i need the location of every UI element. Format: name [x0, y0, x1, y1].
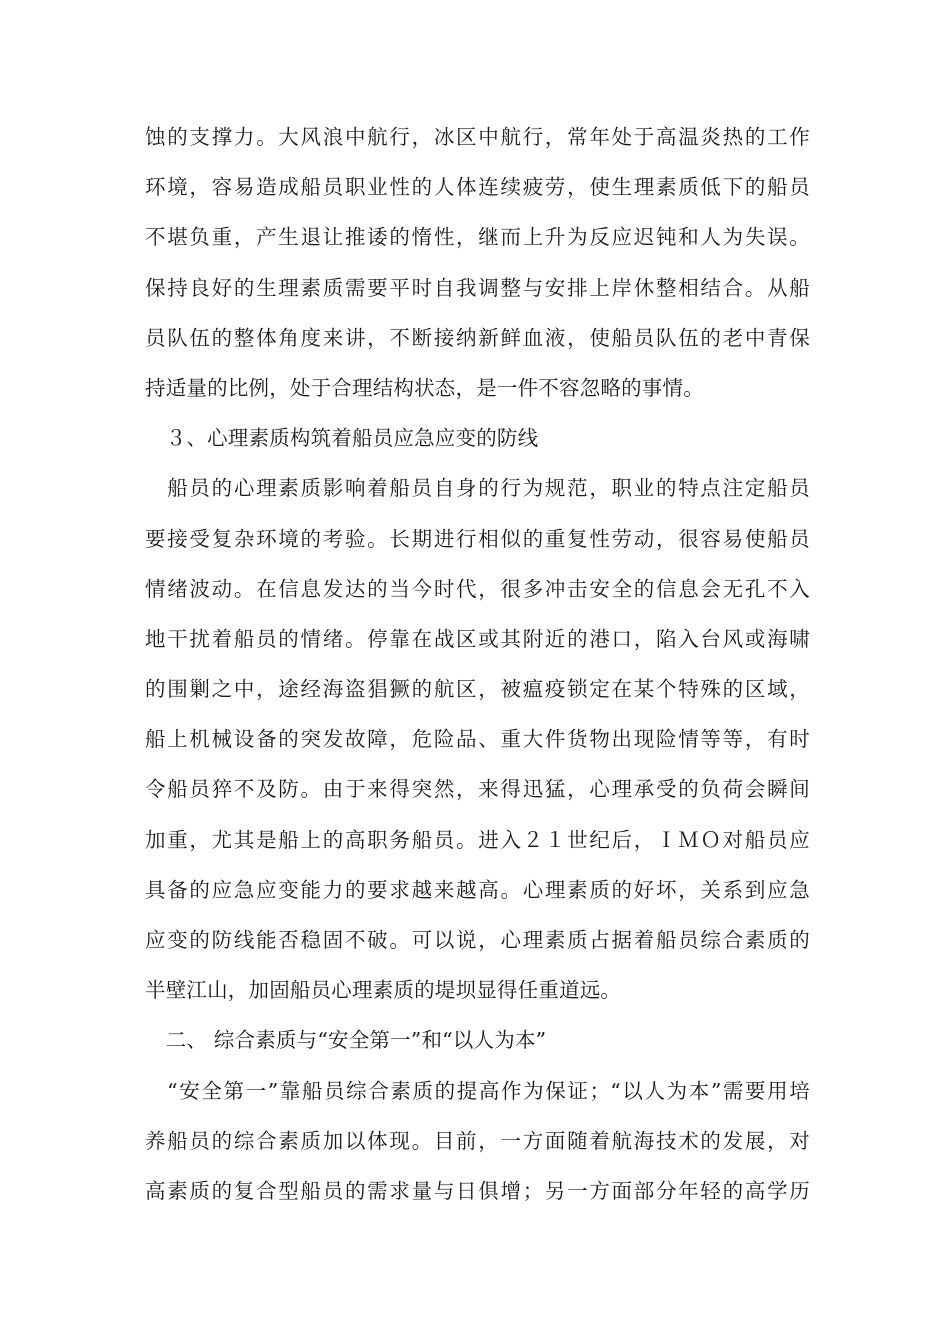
- text-line-4: 保持良好的生理素质需要平时自我调整与安排上岸休整相结合。从船: [145, 275, 810, 300]
- text-line-16: 具备的应急应变能力的要求越来越高。心理素质的好坏，关系到应急: [145, 877, 810, 902]
- section-heading-2: 二、 综合素质与“安全第一”和“以人为本”: [145, 1028, 547, 1053]
- text-line-8: 船员的心理素质影响着船员自身的行为规范，职业的特点注定船员: [145, 476, 810, 501]
- text-line-18: 半壁江山，加固船员心理素质的堤坝显得任重道远。: [145, 978, 622, 1003]
- text-line-11: 地干扰着船员的情绪。停靠在战区或其附近的港口，陷入台风或海啸: [145, 626, 810, 651]
- text-line-22: 高素质的复合型船员的需求量与日俱增；另一方面部分年轻的高学历: [145, 1178, 810, 1203]
- body-text: [145, 112, 810, 1216]
- text-line-10: 情绪波动。在信息发达的当今时代，很多冲击安全的信息会无孔不入: [145, 576, 810, 601]
- text-line-5: 员队伍的整体角度来讲，不断接纳新鲜血液，使船员队伍的老中青保: [145, 325, 810, 350]
- text-line-13: 船上机械设备的突发故障，危险品、重大件货物出现险情等等，有时: [145, 727, 810, 752]
- text-line-6: 持适量的比例，处于合理结构状态，是一件不容忽略的事情。: [145, 375, 704, 400]
- text-line-3: 不堪负重，产生退让推诿的惰性，继而上升为反应迟钝和人为失误。: [145, 225, 810, 250]
- text-line-1: 蚀的支撑力。大风浪中航行，冰区中航行，常年处于高温炎热的工作: [145, 125, 810, 149]
- text-line-21: 养船员的综合素质加以体现。目前，一方面随着航海技术的发展，对: [145, 1128, 810, 1153]
- text-line-12: 的围剿之中，途经海盗猖獗的航区，被瘟疫锁定在某个特殊的区域，: [145, 677, 810, 702]
- text-line-17: 应变的防线能否稳固不破。可以说，心理素质占据着船员综合素质的: [145, 928, 810, 952]
- text-line-15: 加重，尤其是船上的高职务船员。进入２１世纪后，ＩＭＯ对船员应: [145, 827, 810, 852]
- text-line-14: 令船员猝不及防。由于来得突然，来得迅猛，心理承受的负荷会瞬间: [145, 777, 810, 802]
- text-line-2: 环境，容易造成船员职业性的人体连续疲劳，使生理素质低下的船员: [145, 175, 810, 200]
- text-line-9: 要接受复杂环境的考验。长期进行相似的重复性劳动，很容易使船员: [145, 526, 810, 551]
- text-line-20: “安全第一”靠船员综合素质的提高作为保证；“以人为本”需要用培: [145, 1078, 810, 1103]
- section-heading-3: ３、心理素质构筑着船员应急应变的防线: [145, 426, 539, 451]
